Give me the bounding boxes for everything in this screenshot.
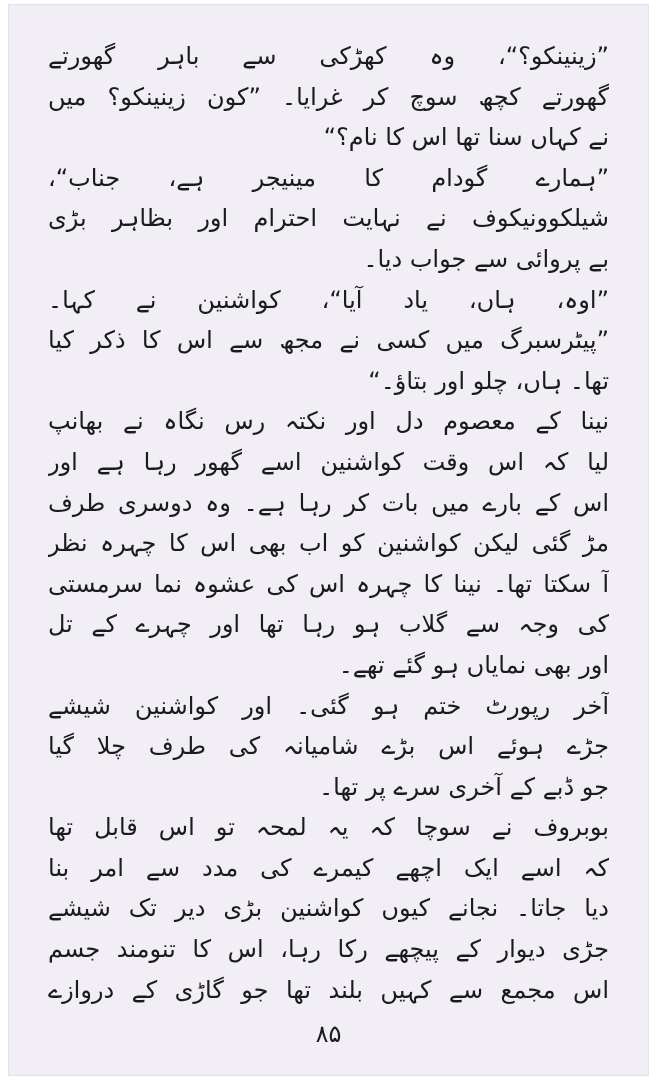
text-line: آ سکتا تھا۔ نینا کا چہرہ اس کی عشوہ نما سرمستی: [48, 569, 609, 598]
text-line: کہ اسے ایک اچھے کیمرے کی مدد سے امر بنا: [48, 853, 609, 882]
page-number: ۸۵: [315, 1020, 342, 1048]
text-line: ”زینینکو؟“، وہ کھڑکی سے باہر گھورتے: [48, 42, 609, 70]
text-line: گھورتے کچھ سوچ کر غرایا۔ ”کون زینینکو؟ میں: [48, 82, 609, 111]
text-line: اور بھی نمایاں ہو گئے تھے۔: [338, 650, 609, 679]
text-line: اس کے بارے میں بات کر رہا ہے۔ وہ دوسری طرف: [48, 488, 609, 517]
text-line: آخر رپورٹ ختم ہو گئی۔ اور کواشنین شیشے: [48, 691, 609, 720]
text-line: لیا کہ اس وقت کواشنین اسے گھور رہا ہے اور: [48, 447, 609, 476]
text-line: دیا جاتا۔ نجانے کیوں کواشنین بڑی دیر تک شیشے: [48, 894, 609, 923]
text-line: نے کہاں سنا تھا اس کا نام؟“: [323, 123, 609, 152]
body-text: [48, 36, 609, 1010]
text-line: شیلکوونیکوف نے نہایت احترام اور بظاہر بڑی: [48, 204, 609, 233]
text-line: اس مجمع سے کہیں بلند تھا جو گاڑی کے دروازے: [48, 975, 609, 1004]
text-line: کی وجہ سے گلاب ہو رہا تھا اور چہرے کے تل: [48, 610, 609, 639]
text-line: نینا کے معصوم دل اور نکتہ رس نگاہ نے بھانپ: [48, 407, 609, 436]
text-line: جڑی دیوار کے پیچھے رکا رہا، اس کا تنومند جسم: [48, 935, 609, 964]
text-line: بے پروائی سے جواب دیا۔: [363, 244, 609, 273]
text-line: تھا۔ ہاں، چلو اور بتاؤ۔“: [368, 366, 609, 395]
text-line: جو ڈبے کے آخری سرے پر تھا۔: [319, 772, 609, 801]
text-line: ”ہمارے گودام کا مینیجر ہے، جناب“،: [48, 163, 609, 192]
text-line: ”اوہ، ہاں، یاد آیا“، کواشنین نے کہا۔: [48, 285, 609, 314]
book-page: [8, 4, 649, 1076]
text-line: ”پیٹرسبرگ میں کسی نے مجھ سے اس کا ذکر کیا: [48, 326, 609, 355]
text-line: بوبروف نے سوچا کہ یہ لمحہ تو اس قابل تھا: [48, 813, 609, 842]
text-line: جڑے ہوئے اس بڑے شامیانہ کی طرف چلا گیا: [48, 732, 609, 761]
text-line: مڑ گئی لیکن کواشنین کو اب بھی اس کا چہرہ نظر: [48, 529, 609, 558]
